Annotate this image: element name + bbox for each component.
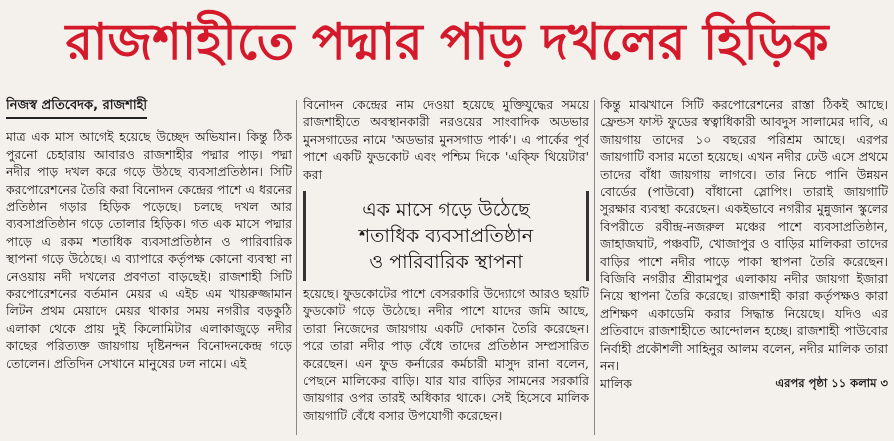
column-divider-2 xyxy=(594,100,595,435)
column-2 xyxy=(303,96,589,441)
pull-quote-line: এক মাসে গড়ে উঠেছে xyxy=(362,199,530,222)
byline: নিজস্ব প্রতিবেদক, রাজশাহী xyxy=(6,97,147,119)
continuation-note: এরপর পৃষ্ঠা ১১ কলাম ৩ xyxy=(775,375,888,390)
column-2-top-text: বিনোদন কেন্দ্রের নাম দেওয়া হয়েছে মুক্তিযুদ্ধের সময়ে রাজশাহীতে অবস্থানকারী নরওয়ের সাংবাদিক অডভার মুনসগাডের নামে 'অডভার মুনসগাড পার্ক'। এ পার্কের পূর্ব পাশে একটি ফুডকোট এবং পশ্চিম দিকে 'এক্ফি থিয়েটার' করা xyxy=(303,97,589,182)
column-2-bottom-text: হয়েছে। ফুডকোটের পাশে বেসরকারি উদ্যোগে আরও ছয়টি ফুডকোট গড়ে উঠেছে। নদীর পাশে যাদের জমি আছে, তারা নিজেদের জায়গায় একটি দোকান তৈরি করেছেন। পরে তারা নদীর পাড় বেঁধে তাদের প্রতিষ্ঠান সম্প্রসারিত করেছেন। এন ফুড কর্নারের কর্মচারী মাসুদ রানা বলেন, পেছনে মালিকের বাড়ি। যার যার বাড়ির সামনের সরকারি জায়গার ওপর তারই অধিকার থাকে। সেই হিসেবে মালিক জায়গাটি বেঁধে বসার উপযোগী করেছেন। xyxy=(303,286,589,423)
pull-quote-line: শতাধিক ব্যবসাপ্রতিষ্ঠান xyxy=(358,225,534,248)
column-1 xyxy=(6,96,292,441)
column-divider-1 xyxy=(296,100,297,435)
column-3-text: কিন্তু মাঝখানে সিটি করপোরেশনের রাস্তা ঠিকই আছে। ফ্রেন্ডস ফাস্ট ফুডের স্বত্বাধিকারী আবদুস সালামের দাবি, এ জায়গায় তাদের ১০ বছরের পরিশ্রম আছে। এরপর জায়গাটি বসার মতো হয়েছে। এখন নদীর ঢেউ এসে প্রথমে তাদের বাঁধা জায়গায় লাগবে। তার নিচে পানি উন্নয়ন বোর্ডের (পাউবো) বাঁধানো স্লোপিং। তারাই জায়গাটি সুরক্ষার ব্যবস্থা করেছেন। একইভাবে নগরীর মুন্নুজান স্কুলের বিপরীতে রবীন্দ্র-নজরুল মঞ্চের পাশে ব্যবসাপ্রতিষ্ঠান, জাহাজঘাট, পঞ্চবটি, খোজাপুর ও বাড়ির মালিকরা তাদের বাড়ির পাশে নদীর পাড়ে পাকা স্থাপনা তৈরি করেছেন। বিজিবি নগরীর শ্রীরামপুর এলাকায় নদীর জায়গা ইজারা নিয়ে স্থাপনা তৈরি করেছে। রাজশাহী কারা কর্তৃপক্ষও কারা প্রশিক্ষণ একাডেমি করার সিদ্ধান্ত নিয়েছে। যদিও এর প্রতিবাদে রাজশাহীতে আন্দোলন হচ্ছে। রাজশাহী পাউবোর নির্বাহী প্রকৌশলী সাহিনুর আলম বলেন, নদীর মালিক তারা নন। xyxy=(600,97,888,374)
last-word: মালিক xyxy=(600,375,632,391)
headline: রাজশাহীতে পদ্মার পাড় দখলের হিড়িক xyxy=(65,12,829,71)
column-1-text: মাত্র এক মাস আগেই হয়েছে উচ্ছেদ অভিযান। কিন্তু ঠিক পুরনো চেহারায় আবারও রাজশাহীর পদ্মার পাড়। পদ্মা নদীর পাড় দখল করে গড়ে উঠছে ব্যবসাপ্রতিষ্ঠান। সিটি করপোরেশনের তৈরি করা বিনোদন কেন্দ্রের পাশে এ ধরনের প্রতিষ্ঠান গড়ার হিড়িক পড়েছে। চলছে দখল আর ব্যবসাপ্রতিষ্ঠান গড়ে তোলার হিড়িক। গত এক মাসে পদ্মার পাড়ে এ রকম শতাধিক ব্যবসাপ্রতিষ্ঠান ও পারিবারিক স্থাপনা গড়ে উঠেছে। এ ব্যাপারে কর্তৃপক্ষ কোনো ব্যবস্থা না নেওয়ায় নদী দখলের প্রবণতা বাড়ছেই। রাজশাহী সিটি করপোরেশনের বর্তমান মেয়র এ এইচ এম খায়রুজ্জামান লিটন প্রথম মেয়াদে মেয়র থাকার সময় নগরীর বড়কুঠি এলাকা থেকে প্রায় দুই কিলোমিটার এলাকাজুড়ে নদীর কাছের পরিত্যক্ত জায়গায় দৃষ্টিনন্দন বিনোদনকেন্দ্র গড়ে তোলেন। প্রতিদিন সেখানে মানুষের ঢল নামে। এই xyxy=(6,129,292,371)
pull-quote xyxy=(303,191,589,281)
pull-quote-line: ও পারিবারিক স্থাপনা xyxy=(369,251,523,274)
column-3 xyxy=(600,96,888,441)
continuation-row xyxy=(600,375,888,392)
